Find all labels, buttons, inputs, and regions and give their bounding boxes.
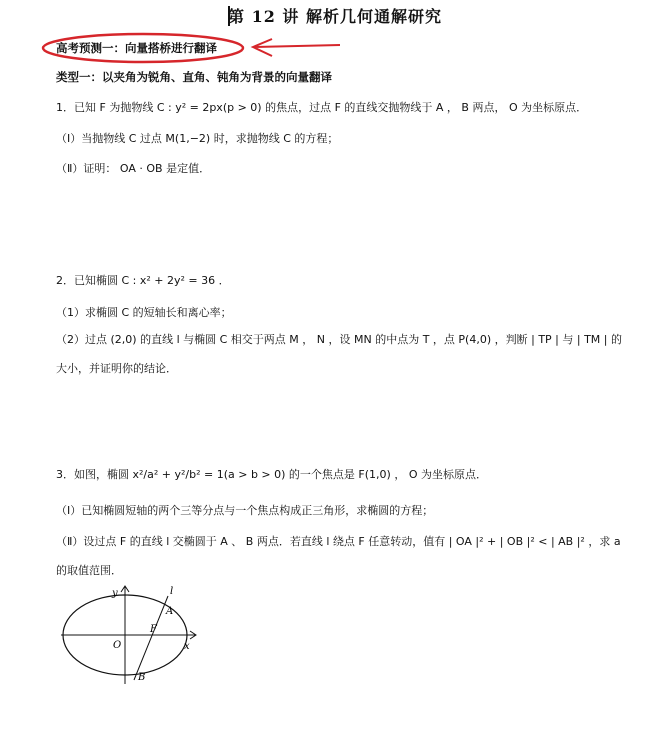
q2-part2-cont: 大小，并证明你的结论． xyxy=(56,362,177,375)
q1-part1: （Ⅰ）当抛物线 C 过点 M(1,−2) 时，求抛物线 C 的方程； xyxy=(56,132,339,145)
red-arrow-icon xyxy=(253,39,340,56)
red-circle-annotation xyxy=(43,34,243,62)
line-l xyxy=(134,596,168,680)
section-heading: 高考预测一：向量搭桥进行翻译 xyxy=(56,41,217,55)
q3-part1: （Ⅰ）已知椭圆短轴的两个三等分点与一个焦点构成正三角形，求椭圆的方程； xyxy=(56,504,434,517)
figure-label-O: O xyxy=(113,640,122,651)
figure-label-B: B xyxy=(138,672,146,683)
q2-part2: （2）过点 (2,0) 的直线 l 与椭圆 C 相交于两点 M ， N ，设 MN 的中点为 T ，点 P(4,0) ，判断 | TP | 与 | TM | 的 xyxy=(56,333,622,346)
q3-part2-cont: 的取值范围． xyxy=(56,564,122,577)
q1-part2: （Ⅱ）证明： OA · OB 是定值． xyxy=(56,162,211,175)
q1-stem: 1．已知 F 为抛物线 C : y² = 2px(p > 0) 的焦点，过点 F 的直线交抛物线于 A ， B 两点， O 为坐标原点． xyxy=(56,101,588,114)
figure-label-F: F xyxy=(150,624,157,635)
type-heading: 类型一：以夹角为锐角、直角、钝角为背景的向量翻译 xyxy=(56,70,332,84)
ellipse-figure xyxy=(56,582,216,687)
q2-stem: 2．已知椭圆 C : x² + 2y² = 36 ． xyxy=(56,274,230,287)
figure-label-y: y xyxy=(112,588,118,599)
red-annotation xyxy=(40,30,350,66)
figure-label-A: A xyxy=(166,606,174,617)
q2-part1: （1）求椭圆 C 的短轴长和离心率； xyxy=(56,306,232,319)
q3-part2: （Ⅱ）设过点 F 的直线 l 交椭圆于 A 、 B 两点．若直线 l 绕点 F 任意转动，值有 | OA |² + | OB |² < | AB |² ，求 a xyxy=(56,535,621,548)
q3-stem: 3．如图，椭圆 x²/a² + y²/b² = 1(a > b > 0) 的一个焦点是 F(1,0) ， O 为坐标原点． xyxy=(56,468,487,481)
figure-label-l: l xyxy=(170,586,174,597)
figure-label-x: x xyxy=(184,641,190,652)
page-title: 第 12 讲 解析几何通解研究 xyxy=(228,7,442,26)
